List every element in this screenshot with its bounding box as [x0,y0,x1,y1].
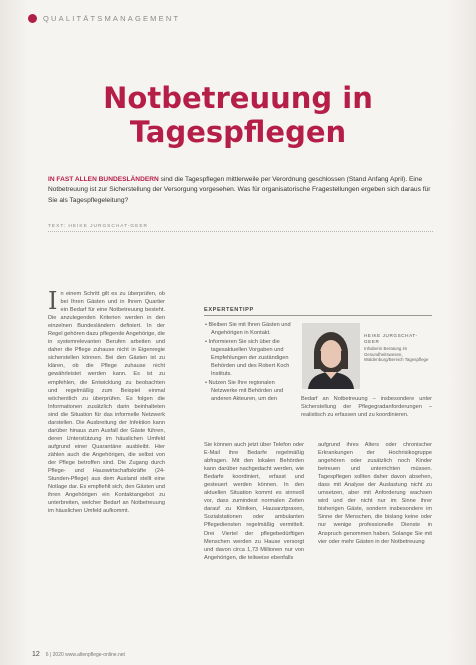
author-divider [48,231,433,232]
portrait-image [302,323,360,389]
body-column-3: aufgrund ihres Alters oder chronischer Erkrankungen der Hochrisikogruppe angehören oder zusätzlich noch Kinder betreuen und unterrichten müssen. Tagespflegen sollten daher davon absehen, dass mit Analyse der Auslastung nicht zu umsetzen, aber mit Anforderung wachsen wird und der nicht nur im Sinne ihrer bisherigen Gäste, sondern insbesondere im Sinne der Menschen, die bislang keine oder nur wenige professionelle Dienste in Anspruch genommen haben. Solange Sie mit vier oder mehr Gästen in der Notbetreuung [318,442,432,545]
portrait-caption [364,333,432,363]
article-title-line-1: Notbetreuung in [103,81,373,115]
expert-tip-header: EXPERTENTIPP [204,307,254,313]
expert-tip-item: • Nutzen Sie Ihre regionalen Netzwerke mit Behörden und anderen Akteuren, um den [205,380,284,403]
section-label: QUALITÄTSMANAGEMENT [43,14,181,23]
article-title-line-2: Tagespflegen [129,115,347,149]
author-line: TEXT: HEIKE JURGSCHAT-GEER [48,224,149,229]
expert-tip-item: • Informieren Sie sich über die tagesaktuellen Vorgaben und Empfehlungen der zuständigen Behörden und des Robert Koch Instituts. [205,339,290,378]
lead-highlight: IN FAST ALLEN BUNDESLÄNDERN [48,176,159,183]
lead-text: sind die Tagespflegen mittlerweile per Verordnung geschlossen (Stand Anfang April). Eine Notbetreuung ist zur Sicherstellung der Versorgung vorgesehen. Was für organisatorische Fragestellungen ergeben sich daraus für Sie als Tagespflegeleitung? [48,176,431,204]
caption-role: Inhaberin Beratung im Gesundheitswesen, Waldenburg/Bereich Tagespflege [364,346,429,363]
expert-tip-item: • Bleiben Sie mit Ihren Gästen und Angehörigen in Kontakt. [205,322,291,337]
author-portrait [302,323,360,389]
expert-tip-continuation: Bedarf an Notbetreuung – insbesondere unter Sicherstellung der Pflegegradanforderungen – realistisch zu erfassen und zu koordinieren. [301,396,432,419]
section-header [28,14,180,23]
column-1-text: n einem Schritt gilt es zu überprüfen, ob bei Ihren Gästen und in Ihrem Quartier ein Bedarf für eine Notbetreuung besteht. Die anzulegenden Kriterien werden in den einzelnen Bundesländern definiert. In der Regel gehören dazu pflegende Angehörige, die in systemrelevanten Berufen arbeiten und daher die Pflege zuhause nicht in Eigenregie sicherstellen können. Bei den Gästen ist zu klären, ob die Pflege zuhause nicht gewährleistet werden kann. Es ist zu empfehlen, die Entwicklung zu beobachten und regelmäßig zum Beispiel einmal wöchentlich zu überprüfen. Es folgen die Informationen zusätzlich darin beinhalteten sind die Situation für das informelle Netzwerk darstellen. Die Ausbreitung der Infektion kann darüber hinaus zum Ausfall der Gäste führen, deren Unterstützung im häuslichen Umfeld aufgrund einer Quarantäne ausbleibt. Hier zählen auch die Angehörigen, die selbst von der Pflege betroffen sind. Die Zugang durch Pflege- und Hauswirtschaftskräfte (24-Stunden-Pflege) aus dem Ausland stellt eine Notlage dar. Es empfiehlt sich, den Gästen und ihren Angehörigen ein Kontaktangebot zu unterbreiten, welcher Bedarf an Notbetreuung im häuslichen Umfeld aufkommt. [48,291,165,515]
body-column-2: Sie können auch jetzt über Telefon oder E-Mail ihre Bedarfe regelmäßig abfragen. Mit den lokalen Behörden kann darüber nachgedacht werden, wie Bedarfe koordiniert, erfasst und gesteuert werden können. In den aktuellen Situation kommt es sinnvoll vor, dass zumindest normalen Zeiten darauf zu Kliniken, Hausarztpraxen, Sozialstationen oder ambulanten Pflegediensten regelmäßig vermittelt. Drei Viertel der pflegebedürftigen Menschen werden zu Hause versorgt und davon circa 1,73 Millionen nur von Angehörigen, die teilweise ebenfalls [204,442,304,561]
page-footer [32,651,125,658]
footer-text: 6 | 2020 www.altenpflege-online.net [45,652,125,658]
page-number: 12 [32,651,40,658]
article-lead [48,175,433,206]
expert-tip-list [204,321,296,404]
caption-name: HEIKE JURGSCHAT-GEER [364,333,418,344]
expert-tip-rule [204,315,432,316]
section-bullet-icon [28,14,37,23]
drop-cap: I [48,287,58,315]
body-column-1 [48,287,165,515]
